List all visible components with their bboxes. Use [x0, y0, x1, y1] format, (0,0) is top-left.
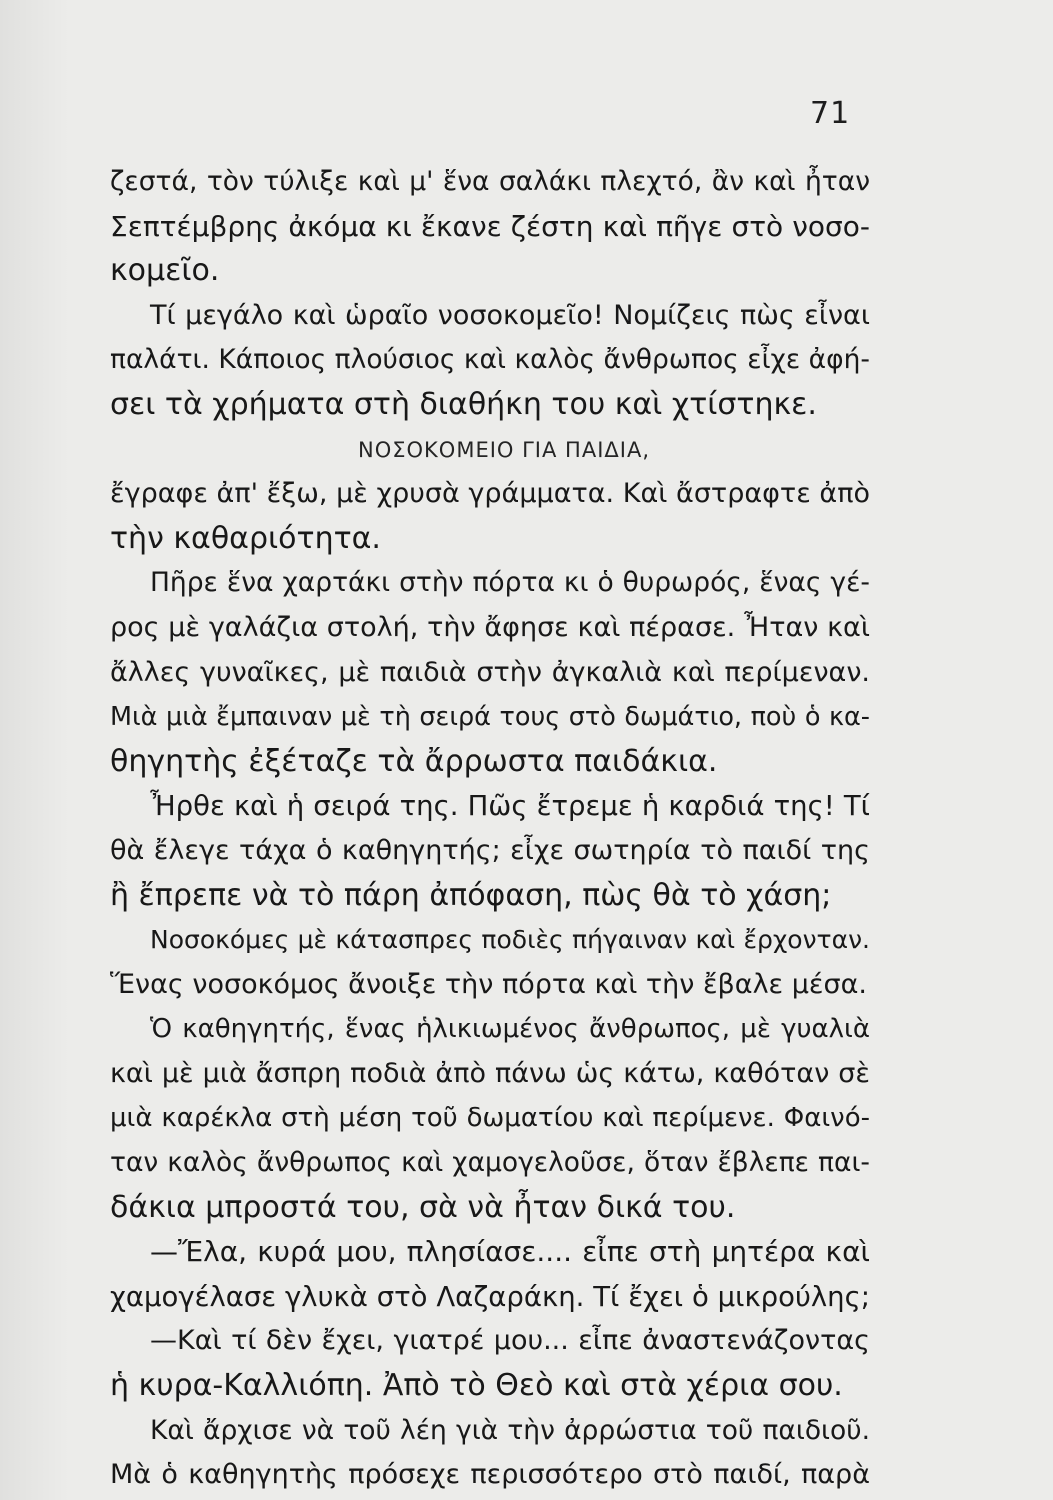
text-line: ἡ κυρα-Καλλιόπη. Ἀπὸ τὸ Θεὸ καὶ στὰ χέρια σου. — [110, 1368, 843, 1404]
text-line: ζεστά, τὸν τύλιξε καὶ μ' ἕνα σαλάκι πλεχτό, ἂν καὶ ἦταν — [110, 166, 870, 197]
text-line: κομεῖο. — [110, 253, 220, 289]
page-number: 71 — [810, 96, 851, 131]
text-line: Μιὰ μιὰ ἔμπαιναν μὲ τὴ σειρά τους στὸ δωμάτιο, ποὺ ὁ κα- — [110, 702, 870, 733]
text-line: —Καὶ τί δὲν ἔχει, γιατρέ μου... εἶπε ἀναστενάζοντας — [150, 1325, 870, 1357]
text-line: Ὁ καθηγητής, ἕνας ἡλικιωμένος ἄνθρωπος, μὲ γυαλιὰ — [150, 1014, 870, 1045]
text-line: Ἦρθε καὶ ἡ σειρά της. Πῶς ἔτρεμε ἡ καρδιά της! Τί — [150, 790, 870, 823]
text-line: ρος μὲ γαλάζια στολή, τὴν ἄφησε καὶ πέρασε. Ἦταν καὶ — [110, 611, 870, 643]
text-line: θὰ ἔλεγε τάχα ὁ καθηγητής; εἶχε σωτηρία τὸ παιδί της — [110, 834, 870, 866]
text-line: Ἕνας νοσοκόμος ἄνοιξε τὴν πόρτα καὶ τὴν ἔβαλε μέσα. — [110, 968, 868, 1000]
text-line: τὴν καθαριότητα. — [110, 520, 381, 556]
text-line: ἄλλες γυναῖκες, μὲ παιδιὰ στὴν ἀγκαλιὰ καὶ περίμεναν. — [110, 656, 870, 688]
binding-shadow — [0, 0, 70, 1500]
text-line: ἢ ἔπρεπε νὰ τὸ πάρη ἀπόφαση, πὼς θὰ τὸ χάση; — [110, 877, 832, 913]
text-line: Νοσοκόμες μὲ κάτασπρες ποδιὲς πήγαιναν καὶ ἔρχονταν. — [150, 925, 870, 955]
text-line: ἔγραφε ἀπ' ἔξω, μὲ χρυσὰ γράμματα. Καὶ ἄστραφτε ἀπὸ — [110, 478, 870, 510]
text-line: Τί μεγάλο καὶ ὡραῖο νοσοκομεῖο! Νομίζεις πὼς εἶναι — [150, 299, 870, 331]
text-line: μιὰ καρέκλα στὴ μέση τοῦ δωματίου καὶ περίμενε. Φαινό- — [110, 1103, 870, 1134]
section-heading: ΝΟΣΟΚΟΜΕΙΟ ΓΙΑ ΠΑΙΔΙΑ, — [357, 437, 650, 462]
text-line: καὶ μὲ μιὰ ἄσπρη ποδιὰ ἀπὸ πάνω ὡς κάτω, καθόταν σὲ — [110, 1057, 870, 1089]
text-line: —Ἔλα, κυρά μου, πλησίασε.... εἶπε στὴ μητέρα καὶ — [150, 1235, 870, 1269]
text-line: σει τὰ χρήματα στὴ διαθήκη του καὶ χτίστηκε. — [110, 386, 817, 422]
text-line: ταν καλὸς ἄνθρωπος καὶ χαμογελοῦσε, ὅταν ἔβλεπε παι- — [110, 1147, 870, 1179]
text-line: Πῆρε ἕνα χαρτάκι στὴν πόρτα κι ὁ θυρωρός, ἕνας γέ- — [150, 567, 870, 599]
text-line: δάκια μπροστά του, σὰ νὰ ἦταν δικά του. — [110, 1189, 736, 1225]
text-line: παλάτι. Κάποιος πλούσιος καὶ καλὸς ἄνθρωπος εἶχε ἀφή- — [110, 344, 870, 376]
text-line: Σεπτέμβρης ἀκόμα κι ἔκανε ζέστη καὶ πῆγε στὸ νοσο- — [110, 209, 870, 243]
text-line: Μὰ ὁ καθηγητὴς πρόσεχε περισσότερο στὸ παιδί, παρὰ — [110, 1459, 870, 1491]
body-text — [110, 160, 870, 1498]
text-line: θηγητὴς ἐξέταζε τὰ ἄρρωστα παιδάκια. — [110, 743, 718, 779]
text-line: χαμογέλασε γλυκὰ στὸ Λαζαράκη. Τί ἔχει ὁ μικρούλης; — [110, 1280, 870, 1313]
text-line: Καὶ ἄρχισε νὰ τοῦ λέη γιὰ τὴν ἀρρώστια τοῦ παιδιοῦ. — [150, 1414, 870, 1446]
